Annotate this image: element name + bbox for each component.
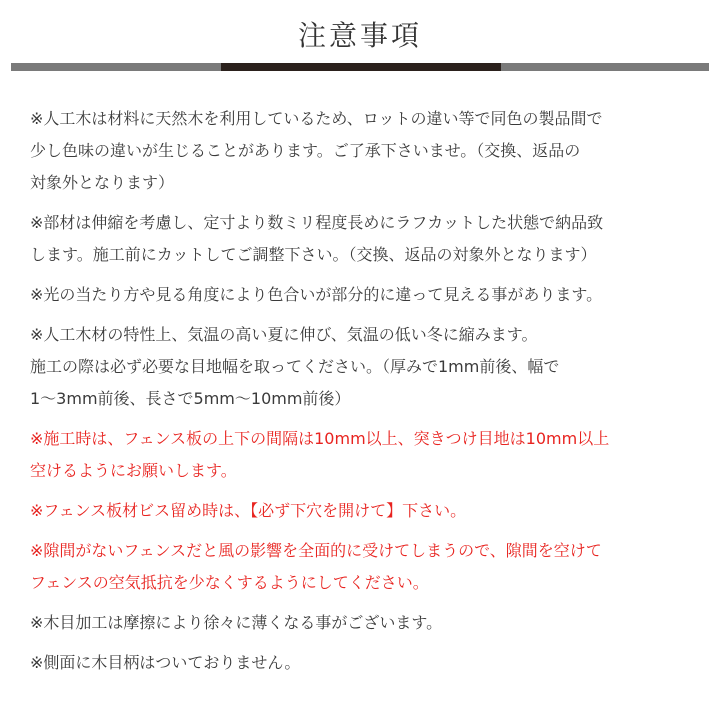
notes-list <box>30 103 698 687</box>
warning-note <box>30 495 698 527</box>
warning-note <box>30 423 698 487</box>
note-item <box>30 103 698 199</box>
note-line: フェンスの空気抵抗を少なくするようにしてください。 <box>30 573 429 592</box>
note-item <box>30 319 698 415</box>
page-title: 注意事項 <box>297 19 422 52</box>
note-line: 少し色味の違いが生じることがあります。ご了承下さいませ。（交換、返品の <box>30 141 581 160</box>
note-line: ※人工木は材料に天然木を利用しているため、ロットの違い等で同色の製品間で <box>30 109 603 128</box>
note-line: 空けるようにお願いします。 <box>30 461 237 480</box>
note-line: ※木目加工は摩擦により徐々に薄くなる事がございます。 <box>30 613 443 632</box>
title-divider <box>11 63 709 71</box>
note-item <box>30 607 698 639</box>
note-item <box>30 207 698 271</box>
note-line: 施工の際は必ず必要な目地幅を取ってください。（厚みで1mm前後、幅で <box>30 357 560 376</box>
note-line: ※フェンス板材ビス留め時は、【必ず下穴を開けて】下さい。 <box>30 501 467 520</box>
note-item <box>30 647 698 679</box>
note-line: ※側面に木目柄はついておりません。 <box>30 653 301 672</box>
note-line: ※施工時は、フェンス板の上下の間隔は10mm以上、突きつけ目地は10mm以上 <box>30 429 610 448</box>
divider-left-segment <box>11 63 221 71</box>
note-line: ※人工木材の特性上、気温の高い夏に伸び、気温の低い冬に縮みます。 <box>30 325 538 344</box>
note-line: ※隙間がないフェンスだと風の影響を全面的に受けてしまうので、隙間を空けて <box>30 541 602 560</box>
note-line: 対象外となります） <box>30 173 175 192</box>
divider-right-segment <box>501 63 709 71</box>
note-line: 1～3mm前後、長さで5mm～10mm前後） <box>30 389 351 408</box>
note-line: ※部材は伸縮を考慮し、定寸より数ミリ程度長めにラフカットした状態で納品致 <box>30 213 604 232</box>
divider-center-segment <box>221 63 501 71</box>
note-line: します。施工前にカットしてご調整下さい。（交換、返品の対象外となります） <box>30 245 597 264</box>
note-item <box>30 279 698 311</box>
warning-note <box>30 535 698 599</box>
note-line: ※光の当たり方や見る角度により色合いが部分的に違って見える事があります。 <box>30 285 603 304</box>
